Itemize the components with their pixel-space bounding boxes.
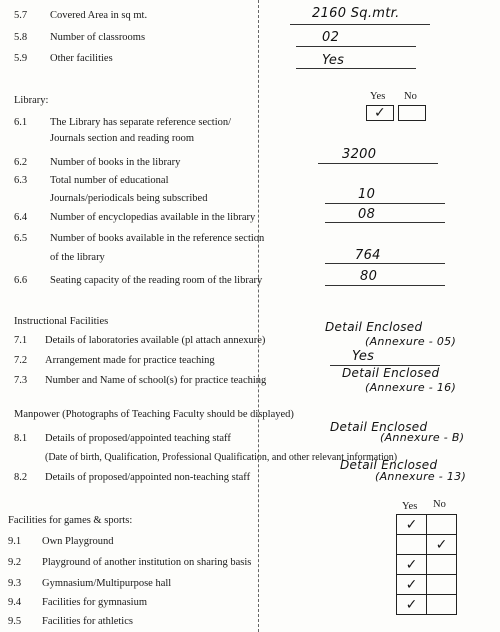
handwritten-annexure: (Annexure - 13) (375, 470, 467, 483)
row-number: 9.3 (8, 578, 22, 589)
answer-line (325, 263, 445, 264)
handwritten-value: 80 (360, 269, 378, 284)
row-label: Own Playground (42, 536, 114, 547)
row-number: 5.7 (14, 10, 28, 21)
row-number: 9.2 (8, 557, 22, 568)
row-label: Seating capacity of the reading room of the library (50, 275, 263, 286)
games-checkbox-grid (396, 514, 457, 615)
yes-cell[interactable] (397, 535, 427, 555)
row-number: 6.1 (14, 117, 28, 128)
fold-line (258, 0, 259, 632)
row-number: 9.5 (8, 616, 22, 627)
handwritten-annexure: (Annexure - 16) (365, 381, 457, 394)
answer-line (318, 163, 438, 164)
answer-line (296, 46, 416, 47)
answer-line (325, 285, 445, 286)
row-number: 6.6 (14, 275, 28, 286)
handwritten-value: 10 (358, 187, 376, 202)
grid-row (397, 555, 457, 575)
row-number: 6.2 (14, 157, 28, 168)
row-number: 8.1 (14, 433, 28, 444)
row-label: Details of laboratories available (pl attach annexure) (45, 335, 266, 346)
row-number: 7.1 (14, 335, 28, 346)
no-column-label: No (404, 91, 417, 102)
section-heading-instructional: Instructional Facilities (14, 316, 109, 327)
row-label: Arrangement made for practice teaching (45, 355, 215, 366)
row-label: Details of proposed/appointed non-teaching staff (45, 472, 251, 483)
handwritten-annexure: (Annexure - B) (380, 431, 465, 444)
no-cell[interactable] (427, 575, 457, 595)
answer-line (325, 203, 445, 204)
yes-cell[interactable] (397, 515, 427, 535)
row-label: Number and Name of school(s) for practice teaching (45, 375, 267, 386)
row-label: Number of books available in the reference section (50, 233, 265, 244)
handwritten-value: Detail Enclosed (342, 366, 440, 380)
no-column-label: No (433, 499, 446, 510)
grid-row (397, 515, 457, 535)
handwritten-value: 3200 (342, 147, 377, 162)
tick-icon: ✓ (405, 596, 418, 613)
handwritten-value: Detail Enclosed (325, 320, 423, 334)
row-number: 6.3 (14, 175, 28, 186)
row-label: Number of classrooms (50, 32, 146, 43)
row-number: 8.2 (14, 472, 28, 483)
row-number: 6.5 (14, 233, 28, 244)
row-number: 9.1 (8, 536, 22, 547)
handwritten-value: Yes (352, 349, 375, 364)
tick-icon: ✓ (435, 536, 448, 553)
section-heading-games: Facilities for games & sports: (8, 515, 133, 526)
row-number: 5.9 (14, 53, 28, 64)
row-label-cont: Journals/periodicals being subscribed (50, 193, 208, 204)
row-number: 7.2 (14, 355, 28, 366)
no-cell[interactable] (427, 555, 457, 575)
handwritten-value: Detail Enclosed (330, 420, 428, 434)
row-number: 7.3 (14, 375, 28, 386)
row-label-cont: of the library (50, 252, 105, 263)
tick-icon: ✓ (405, 556, 418, 573)
no-checkbox[interactable] (398, 105, 426, 121)
handwritten-value: 764 (355, 248, 381, 263)
handwritten-value: 2160 Sq.mtr. (312, 6, 400, 21)
row-number: 6.4 (14, 212, 28, 223)
yes-cell[interactable] (397, 555, 427, 575)
section-heading-library: Library: (14, 95, 49, 106)
tick-icon: ✓ (405, 576, 418, 593)
section-heading-manpower: Manpower (Photographs of Teaching Faculty should be displayed) (14, 409, 294, 420)
yes-cell[interactable] (397, 595, 427, 615)
handwritten-annexure: (Annexure - 05) (365, 335, 457, 348)
yes-checkbox[interactable] (366, 105, 394, 121)
row-label: Covered Area in sq mt. (50, 10, 148, 21)
row-label: Gymnasium/Multipurpose hall (42, 578, 172, 589)
grid-row (397, 575, 457, 595)
grid-row (397, 595, 457, 615)
tick-icon: ✓ (405, 516, 418, 533)
no-cell[interactable] (427, 535, 457, 555)
row-label: Number of encyclopedias available in the library (50, 212, 256, 223)
row-label: Number of books in the library (50, 157, 181, 168)
row-label: Total number of educational (50, 175, 169, 186)
row-label: The Library has separate reference section/ (50, 117, 232, 128)
answer-line (296, 68, 416, 69)
handwritten-value: Detail Enclosed (340, 458, 438, 472)
handwritten-value: 02 (322, 30, 340, 45)
answer-line (290, 24, 430, 25)
grid-row (397, 535, 457, 555)
yes-cell[interactable] (397, 575, 427, 595)
handwritten-value: Yes (322, 53, 345, 68)
tick-icon: ✓ (374, 105, 386, 121)
row-label: Facilities for gymnasium (42, 597, 147, 608)
no-cell[interactable] (427, 515, 457, 535)
row-label: Details of proposed/appointed teaching staff (45, 433, 231, 444)
answer-line (325, 222, 445, 223)
row-note: (Date of birth, Qualification, Professional Qualification, and other relevant information) (45, 452, 398, 463)
row-label-cont: Journals section and reading room (50, 133, 195, 144)
yes-column-label: Yes (370, 91, 386, 102)
handwritten-value: 08 (358, 207, 376, 222)
row-number: 5.8 (14, 32, 28, 43)
row-label: Playground of another institution on sharing basis (42, 557, 252, 568)
no-cell[interactable] (427, 595, 457, 615)
row-number: 9.4 (8, 597, 22, 608)
row-label: Other facilities (50, 53, 113, 64)
row-label: Facilities for athletics (42, 616, 133, 627)
yes-column-label: Yes (402, 501, 418, 512)
